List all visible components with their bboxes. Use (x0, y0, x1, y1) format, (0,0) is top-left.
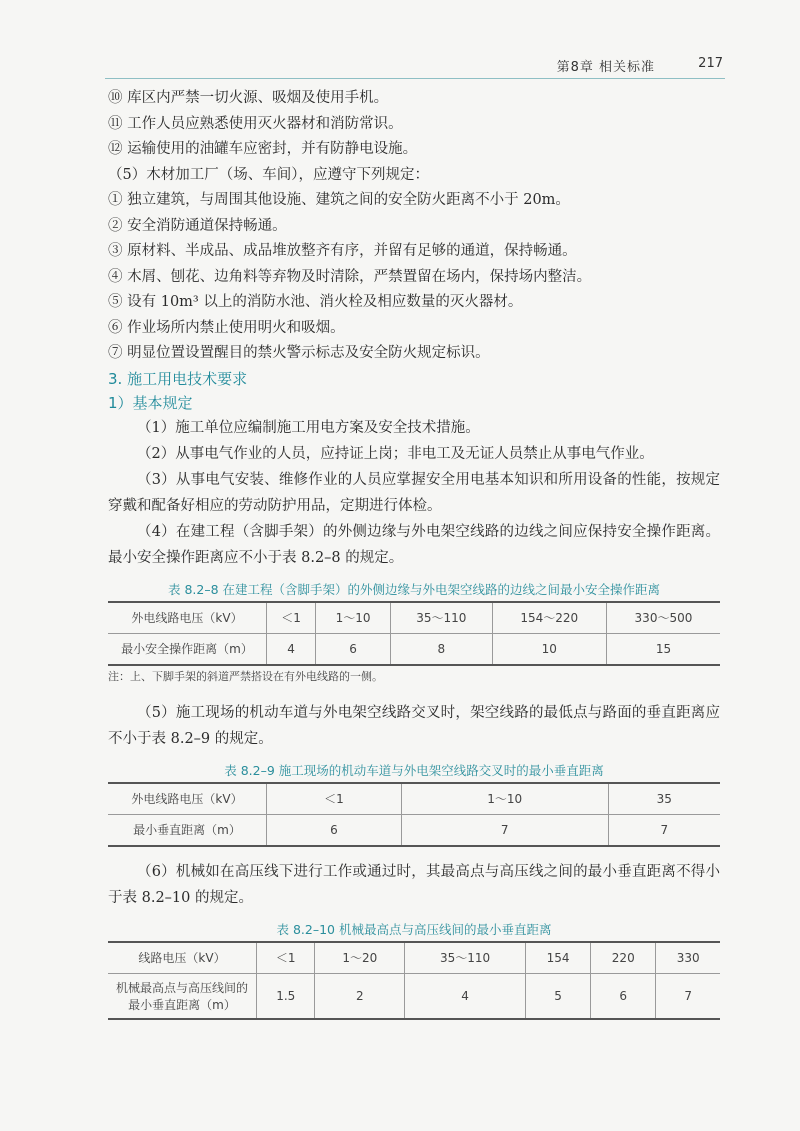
table-cell: 7 (608, 814, 720, 846)
paragraph: （4）在建工程（含脚手架）的外侧边缘与外电架空线路的边线之间应保持安全操作距离。最小安全操作距离应不小于表 8.2–8 的规定。 (108, 523, 720, 566)
list-item: （5）木材加工厂（场、车间），应遵守下列规定： (108, 166, 429, 183)
table-cell: 154～220 (492, 602, 606, 634)
table-cell: 外电线路电压（kV） (108, 602, 267, 634)
table-caption: 表 8.2–9 施工现场的机动车道与外电架空线路交叉时的最小垂直距离 (224, 762, 604, 778)
table-cell: 机械最高点与高压线间的最小垂直距离（m） (108, 973, 257, 1019)
table-cell: 5 (526, 973, 591, 1019)
table-cell: 8 (391, 633, 492, 665)
table-cell: ＜1 (267, 602, 316, 634)
table-8-2-8 (108, 601, 720, 666)
table-cell: 1～10 (316, 602, 391, 634)
table-row (108, 633, 720, 665)
list-item: ① 独立建筑，与周围其他设施、建筑之间的安全防火距离不小于 20m。 (108, 192, 570, 208)
page-number: 217 (698, 56, 723, 71)
table-cell: 最小垂直距离（m） (108, 814, 267, 846)
table-cell: 7 (401, 814, 608, 846)
section-heading: 3. 施工用电技术要求 (108, 369, 248, 388)
table-row (108, 942, 720, 974)
table-cell: 最小安全操作距离（m） (108, 633, 267, 665)
list-item: ④ 木屑、刨花、边角料等弃物及时清除，严禁置留在场内，保持场内整洁。 (108, 268, 592, 285)
table-8-2-9 (108, 782, 720, 847)
table-8-2-10 (108, 941, 720, 1020)
table-cell: 1～10 (401, 783, 608, 815)
table-cell: 6 (591, 973, 656, 1019)
table-cell: 6 (316, 633, 391, 665)
table-cell: 10 (492, 633, 606, 665)
table-cell: 220 (591, 942, 656, 974)
table-cell: 2 (315, 973, 405, 1019)
paragraph: （5）施工现场的机动车道与外电架空线路交叉时，架空线路的最低点与路面的垂直距离应不小于表 8.2–9 的规定。 (108, 704, 720, 747)
list-item: ⑩ 库区内严禁一切火源、吸烟及使用手机。 (108, 90, 389, 106)
list-item: ⑥ 作业场所内禁止使用明火和吸烟。 (108, 319, 345, 336)
table-cell: 15 (606, 633, 720, 665)
table-caption: 表 8.2–10 机械最高点与高压线间的最小垂直距离 (276, 921, 552, 937)
page-header (105, 50, 725, 79)
paragraph: （2）从事电气作业的人员，应持证上岗；非电工及无证人员禁止从事电气作业。 (137, 445, 654, 462)
table-cell: 35～110 (391, 602, 492, 634)
table-cell: ＜1 (257, 942, 315, 974)
paragraph: （1）施工单位应编制施工用电方案及安全技术措施。 (137, 419, 480, 436)
table-cell: 4 (405, 973, 526, 1019)
table-cell: 330 (656, 942, 720, 974)
sub-heading: 1）基本规定 (108, 393, 193, 412)
table-cell: 线路电压（kV） (108, 942, 257, 974)
table-caption: 表 8.2–8 在建工程（含脚手架）的外侧边缘与外电架空线路的边线之间最小安全操作距离 (167, 581, 661, 597)
table-cell: 外电线路电压（kV） (108, 783, 267, 815)
top-list (108, 86, 720, 367)
table-row (108, 814, 720, 846)
chapter-title: 第8章 相关标准 (556, 60, 655, 75)
list-item: ⑦ 明显位置设置醒目的禁火警示标志及安全防火规定标识。 (108, 345, 490, 361)
table-cell: 330～500 (606, 602, 720, 634)
list-item: ⑫ 运输使用的油罐车应密封，并有防静电设施。 (108, 141, 418, 157)
list-item: ② 安全消防通道保持畅通。 (108, 217, 287, 234)
paragraph: （3）从事电气安装、维修作业的人员应掌握安全用电基本知识和所用设备的性能，按规定穿戴和配备好相应的劳动防护用品，定期进行体检。 (108, 471, 720, 514)
table-row (108, 973, 720, 1019)
paragraph: （6）机械如在高压线下进行工作或通过时，其最高点与高压线之间的最小垂直距离不得小于表 8.2–10 的规定。 (108, 863, 720, 906)
table-note: 注：上、下脚手架的斜道严禁搭设在有外电线路的一侧。 (108, 669, 383, 683)
list-item: ⑤ 设有 10m³ 以上的消防水池、消火栓及相应数量的灭火器材。 (108, 294, 523, 310)
table-cell: ＜1 (267, 783, 402, 815)
table-row (108, 602, 720, 634)
table-cell: 35 (608, 783, 720, 815)
table-cell: 6 (267, 814, 402, 846)
table-row (108, 783, 720, 815)
table-cell: 4 (267, 633, 316, 665)
list-item: ③ 原材料、半成品、成品堆放整齐有序，并留有足够的通道，保持畅通。 (108, 243, 577, 259)
page-body (108, 86, 720, 1020)
table-cell: 1～20 (315, 942, 405, 974)
table-cell: 35～110 (405, 942, 526, 974)
list-item: ⑪ 工作人员应熟悉使用灭火器材和消防常识。 (108, 115, 403, 132)
table-cell: 154 (526, 942, 591, 974)
table-cell: 1.5 (257, 973, 315, 1019)
table-cell: 7 (656, 973, 720, 1019)
